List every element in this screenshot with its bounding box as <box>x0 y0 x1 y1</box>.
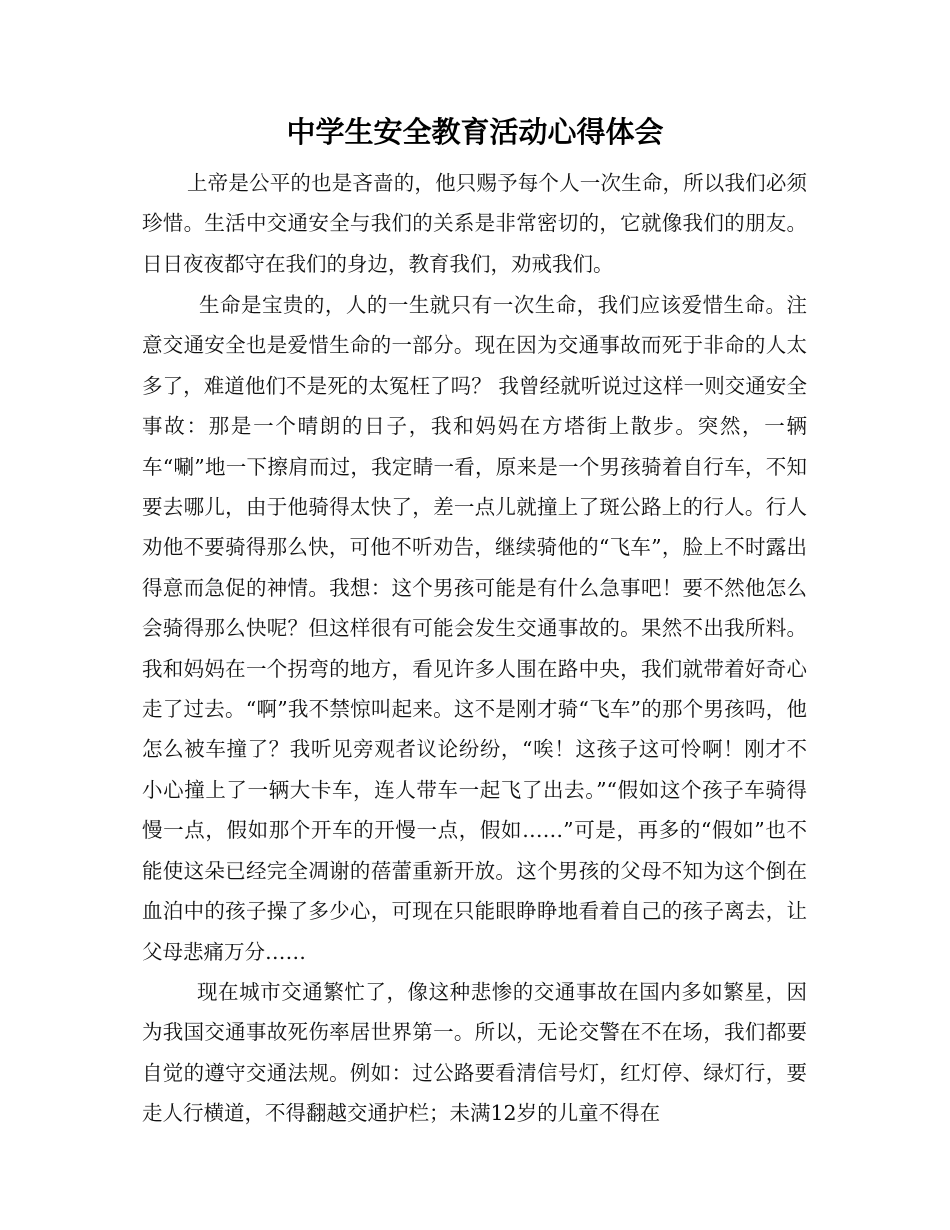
document-title: 中学生安全教育活动心得体会 <box>286 115 664 149</box>
paragraph-3: 现在城市交通繁忙了，像这种悲惨的交通事故在国内多如繁星，因为我国交通事故死伤率居世界第一。所以，无论交警在不在场，我们都要自觉的遵守交通法规。例如：过公路要看清信号灯，红灯停、绿灯行，要走人行横道，不得翻越交通护栏；未满12岁的儿童不得在 <box>142 980 807 1126</box>
paragraph-2: 生命是宝贵的，人的一生就只有一次生命，我们应该爱惜生命。注意交通安全也是爱惜生命的一部分。现在因为交通事故而死于非命的人太多了，难道他们不是死的太冤枉了吗？ 我曾经就听说过这样一则交通安全事故：那是一个晴朗的日子，我和妈妈在方塔街上散步。突然，一辆车“唰”地一下擦肩而过，我定睛一看，原来是一个男孩骑着自行车，不知要去哪儿，由于他骑得太快了，差一点儿就撞上了斑公路上的行人。行人劝他不要骑得那么快，可他不听劝告，继续骑他的“飞车”，脸上不时露出得意而急促的神情。我想：这个男孩可能是有什么急事吧！要不然他怎么会骑得那么快呢？但这样很有可能会发生交通事故的。果然不出我所料。我和妈妈在一个拐弯的地方，看见许多人围在路中央，我们就带着好奇心走了过去。“啊”我不禁惊叫起来。这不是刚才骑“飞车”的那个男孩吗，他怎么被车撞了？我听见旁观者议论纷纷，“唉！这孩子这可怜啊！刚才不小心撞上了一辆大卡车，连人带车一起飞了出去。”“假如这个孩子车骑得慢一点，假如那个开车的开慢一点，假如……”可是，再多的“假如”也不能使这朵已经完全凋谢的蓓蕾重新开放。这个男孩的父母不知为这个倒在血泊中的孩子操了多少心，可现在只能眼睁睁地看着自己的孩子离去，让父母悲痛万分…… <box>142 293 807 964</box>
paragraph-1: 上帝是公平的也是吝啬的，他只赐予每个人一次生命，所以我们必须珍惜。生活中交通安全与我们的关系是非常密切的，它就像我们的朋友。日日夜夜都守在我们的身边，教育我们，劝戒我们。 <box>142 171 807 276</box>
